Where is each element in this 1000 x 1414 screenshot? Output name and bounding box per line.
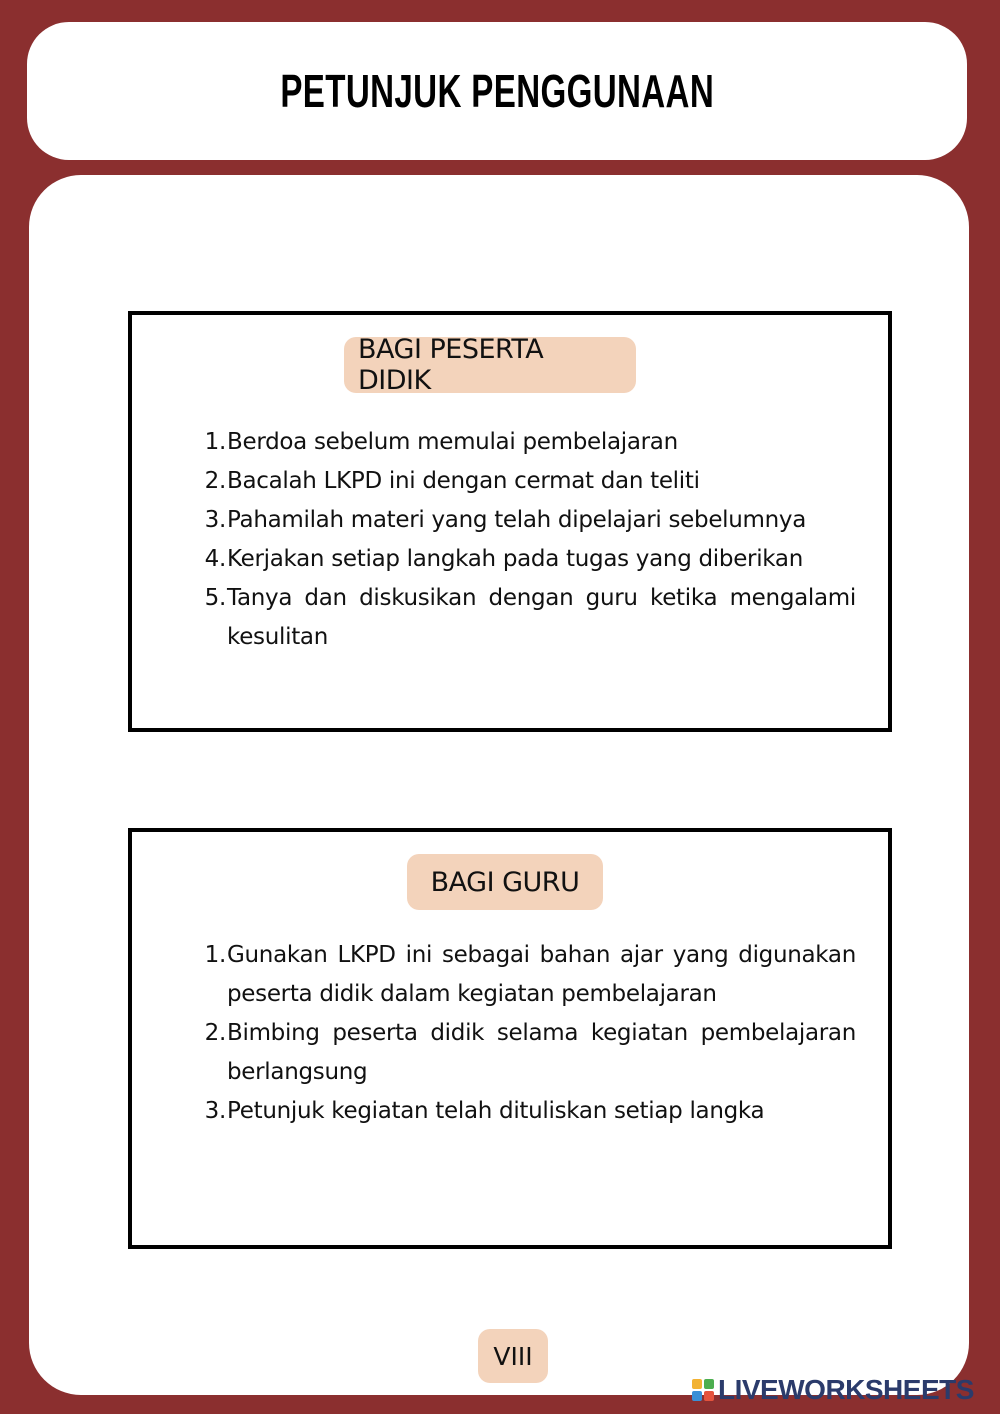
list-item — [196, 936, 856, 1014]
list-item — [196, 1014, 856, 1092]
list-item-number: 3. — [204, 507, 226, 533]
list-item — [196, 501, 856, 540]
list-item-text: Petunjuk kegiatan telah dituliskan setiap langka — [227, 1098, 765, 1124]
students-section-title: BAGI PESERTA DIDIK — [344, 337, 636, 393]
teacher-instructions-list — [196, 936, 856, 1131]
teacher-section-title: BAGI GURU — [407, 854, 603, 910]
page-number: VIII — [478, 1329, 548, 1383]
list-item — [196, 579, 856, 657]
list-item-text: Berdoa sebelum memulai pembelajaran — [227, 429, 678, 455]
list-item-number: 1. — [204, 942, 226, 968]
list-item — [196, 540, 856, 579]
list-item-text: Bimbing peserta didik selama kegiatan pembelajaran berlangsung — [227, 1020, 856, 1085]
list-item-text: Bacalah LKPD ini dengan cermat dan teliti — [227, 468, 700, 494]
list-item-number: 1. — [204, 429, 226, 455]
teacher-instructions-box — [128, 828, 892, 1249]
list-item — [196, 462, 856, 501]
list-item-number: 2. — [204, 1020, 226, 1046]
students-instructions-list — [196, 423, 856, 657]
list-item-text: Kerjakan setiap langkah pada tugas yang diberikan — [227, 546, 803, 572]
page-title: PETUNJUK PENGGUNAAN — [280, 65, 714, 117]
list-item — [196, 423, 856, 462]
list-item-text: Pahamilah materi yang telah dipelajari sebelumnya — [227, 507, 807, 533]
list-item-text: Tanya dan diskusikan dengan guru ketika mengalami kesulitan — [227, 585, 856, 650]
list-item-number: 4. — [204, 546, 226, 572]
list-item-number: 3. — [204, 1098, 226, 1124]
students-instructions-box — [128, 311, 892, 732]
liveworksheets-logo-icon — [692, 1379, 714, 1401]
watermark-text: LIVEWORKSHEETS — [718, 1374, 974, 1405]
list-item-number: 2. — [204, 468, 226, 494]
liveworksheets-watermark — [692, 1374, 974, 1406]
list-item — [196, 1092, 856, 1131]
header-card — [27, 22, 967, 160]
list-item-number: 5. — [204, 585, 226, 611]
list-item-text: Gunakan LKPD ini sebagai bahan ajar yang digunakan peserta didik dalam kegiatan pembelajaran — [227, 942, 856, 1007]
